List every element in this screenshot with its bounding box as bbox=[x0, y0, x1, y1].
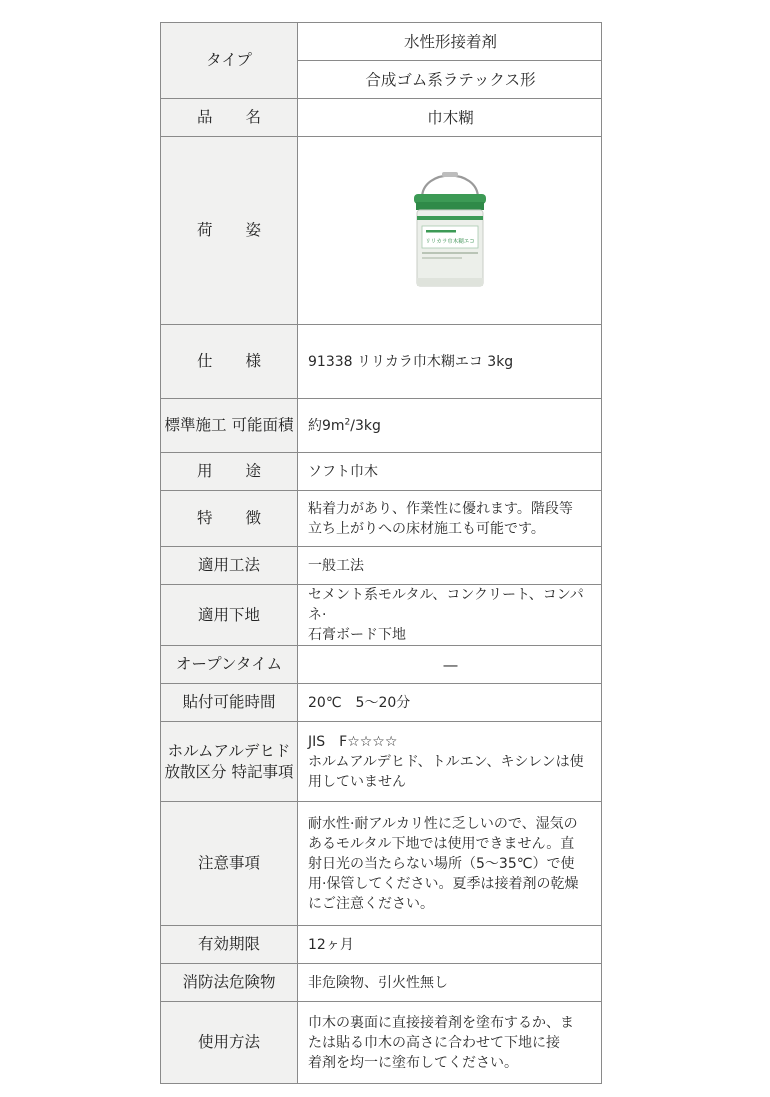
row-spec bbox=[161, 325, 602, 399]
label-fire-law: 消防法危険物 bbox=[161, 964, 298, 1002]
row-use bbox=[161, 453, 602, 491]
label-features: 特 徴 bbox=[161, 491, 298, 547]
row-caution bbox=[161, 802, 602, 926]
row-type bbox=[161, 23, 602, 61]
pail-label-text: リリカラ巾木糊エコ bbox=[424, 238, 475, 245]
label-use: 用 途 bbox=[161, 453, 298, 491]
value-substrate: セメント系モルタル、コンクリート、コンパネ· 石膏ボード下地 bbox=[298, 585, 602, 646]
label-formaldehyde: ホルムアルデヒド 放散区分 特記事項 bbox=[161, 722, 298, 802]
row-method bbox=[161, 547, 602, 585]
row-formaldehyde bbox=[161, 722, 602, 802]
label-pot-time: 貼付可能時間 bbox=[161, 684, 298, 722]
adhesive-pail-image bbox=[408, 170, 492, 292]
value-formaldehyde: JIS F☆☆☆☆ ホルムアルデヒド、トルエン、キシレンは使 用していません bbox=[298, 722, 602, 802]
label-coverage bbox=[161, 399, 298, 453]
row-substrate bbox=[161, 585, 602, 646]
value-features: 粘着力があり、作業性に優れます。階段等 立ち上がりへの床材施工も可能です。 bbox=[298, 491, 602, 547]
row-fire-law bbox=[161, 964, 602, 1002]
value-shelf-life: 12ヶ月 bbox=[298, 926, 602, 964]
value-type-1: 水性形接着剤 bbox=[298, 23, 602, 61]
value-caution: 耐水性·耐アルカリ性に乏しいので、湿気の あるモルタル下地では使用できません。直 射日光の当たらない場所（5～35℃）で使 用·保管してください。夏季は接着剤の乾燥 にご注意ください。 bbox=[298, 802, 602, 926]
value-type-2: 合成ゴム系ラテックス形 bbox=[298, 61, 602, 99]
label-product-name: 品 名 bbox=[161, 99, 298, 137]
value-fire-law: 非危険物、引火性無し bbox=[298, 964, 602, 1002]
spec-table bbox=[160, 22, 602, 1084]
row-features bbox=[161, 491, 602, 547]
row-shelf-life bbox=[161, 926, 602, 964]
label-method: 適用工法 bbox=[161, 547, 298, 585]
row-product-name bbox=[161, 99, 602, 137]
label-caution: 注意事項 bbox=[161, 802, 298, 926]
label-open-time: オープンタイム bbox=[161, 646, 298, 684]
label-package: 荷 姿 bbox=[161, 137, 298, 325]
value-product-name: 巾木糊 bbox=[298, 99, 602, 137]
value-pot-time: 20℃ 5～20分 bbox=[298, 684, 602, 722]
row-pot-time bbox=[161, 684, 602, 722]
row-open-time bbox=[161, 646, 602, 684]
value-use: ソフト巾木 bbox=[298, 453, 602, 491]
value-spec: 91338 リリカラ巾木糊エコ 3kg bbox=[298, 325, 602, 399]
label-shelf-life: 有効期限 bbox=[161, 926, 298, 964]
row-coverage bbox=[161, 399, 602, 453]
label-spec: 仕 様 bbox=[161, 325, 298, 399]
value-open-time: — bbox=[298, 646, 602, 684]
value-package bbox=[298, 137, 602, 325]
value-coverage: 約$9m^2/3kg$ bbox=[298, 399, 602, 453]
label-usage: 使用方法 bbox=[161, 1002, 298, 1084]
value-usage: 巾木の裏面に直接接着剤を塗布するか、ま たは貼る巾木の高さに合わせて下地に接 着剤を均一に塗布してください。 bbox=[298, 1002, 602, 1084]
row-usage bbox=[161, 1002, 602, 1084]
value-method: 一般工法 bbox=[298, 547, 602, 585]
label-coverage-line-2: 可能面積 bbox=[231, 416, 294, 434]
label-coverage-line-1: 標準施工 bbox=[164, 416, 227, 434]
label-type: タイプ bbox=[161, 23, 298, 99]
row-package bbox=[161, 137, 602, 325]
label-substrate: 適用下地 bbox=[161, 585, 298, 646]
